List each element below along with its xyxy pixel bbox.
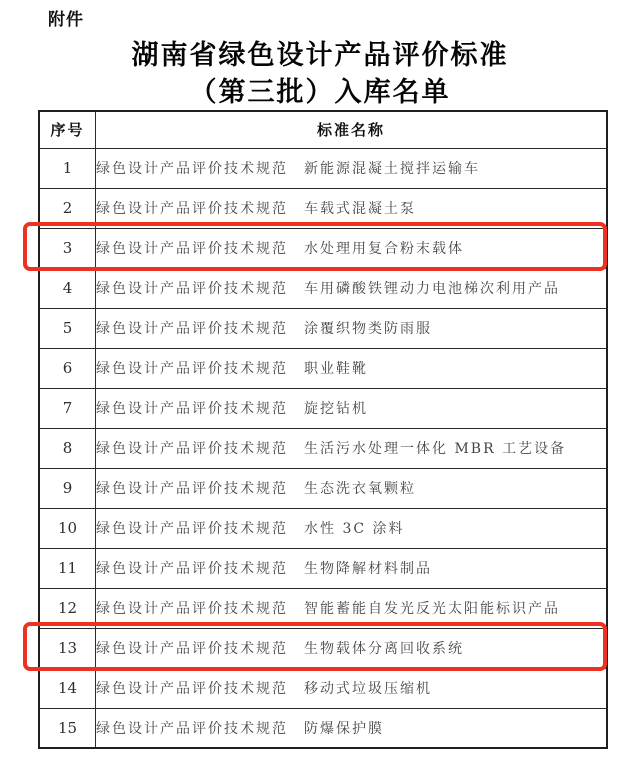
- table-row: [39, 428, 607, 468]
- standard-name: 绿色设计产品评价技术规范 生活污水处理一体化 MBR 工艺设备: [96, 428, 608, 468]
- standard-name: 绿色设计产品评价技术规范 新能源混凝土搅拌运输车: [96, 148, 608, 188]
- standard-name: 绿色设计产品评价技术规范 车载式混凝土泵: [96, 188, 608, 228]
- row-number: 14: [39, 668, 96, 708]
- table-row: [39, 668, 607, 708]
- header-standard-name: 标准名称: [96, 111, 608, 148]
- standard-name: 绿色设计产品评价技术规范 职业鞋靴: [96, 348, 608, 388]
- table-row: [39, 468, 607, 508]
- table-row: [39, 268, 607, 308]
- row-number: 6: [39, 348, 96, 388]
- standard-name: 绿色设计产品评价技术规范 移动式垃圾压缩机: [96, 668, 608, 708]
- standard-name: 绿色设计产品评价技术规范 防爆保护膜: [96, 708, 608, 748]
- table-row: [39, 308, 607, 348]
- table-row: [39, 548, 607, 588]
- table-row: [39, 148, 607, 188]
- row-number: 1: [39, 148, 96, 188]
- standard-name: 绿色设计产品评价技术规范 水性 3C 涂料: [96, 508, 608, 548]
- row-number: 9: [39, 468, 96, 508]
- standard-name: 绿色设计产品评价技术规范 生态洗衣氧颗粒: [96, 468, 608, 508]
- row-number: 2: [39, 188, 96, 228]
- table-row: [39, 348, 607, 388]
- row-number: 15: [39, 708, 96, 748]
- row-number: 12: [39, 588, 96, 628]
- row-number: 7: [39, 388, 96, 428]
- page-title-line-1: 湖南省绿色设计产品评价标准: [131, 40, 509, 71]
- standard-name: 绿色设计产品评价技术规范 水处理用复合粉末载体: [96, 228, 608, 268]
- page-title-line-2: （第三批）入库名单: [189, 77, 451, 108]
- table-row: [39, 388, 607, 428]
- row-number: 5: [39, 308, 96, 348]
- table-row: [39, 588, 607, 628]
- standard-name: 绿色设计产品评价技术规范 旋挖钻机: [96, 388, 608, 428]
- standard-name: 绿色设计产品评价技术规范 生物载体分离回收系统: [96, 628, 608, 668]
- row-number: 3: [39, 228, 96, 268]
- table-header-row: [39, 111, 607, 148]
- row-number: 13: [39, 628, 96, 668]
- table-row: [39, 508, 607, 548]
- row-number: 8: [39, 428, 96, 468]
- table-row: [39, 628, 607, 668]
- table-row: [39, 708, 607, 748]
- standard-name: 绿色设计产品评价技术规范 涂覆织物类防雨服: [96, 308, 608, 348]
- header-index: 序号: [39, 111, 96, 148]
- standard-name: 绿色设计产品评价技术规范 智能蓄能自发光反光太阳能标识产品: [96, 588, 608, 628]
- standard-name: 绿色设计产品评价技术规范 生物降解材料制品: [96, 548, 608, 588]
- table-row: [39, 228, 607, 268]
- page-title: [0, 37, 640, 111]
- attachment-label: 附件: [48, 10, 84, 30]
- row-number: 10: [39, 508, 96, 548]
- table-row: [39, 188, 607, 228]
- standard-name: 绿色设计产品评价技术规范 车用磷酸铁锂动力电池梯次利用产品: [96, 268, 608, 308]
- row-number: 4: [39, 268, 96, 308]
- row-number: 11: [39, 548, 96, 588]
- standards-table: [38, 110, 608, 749]
